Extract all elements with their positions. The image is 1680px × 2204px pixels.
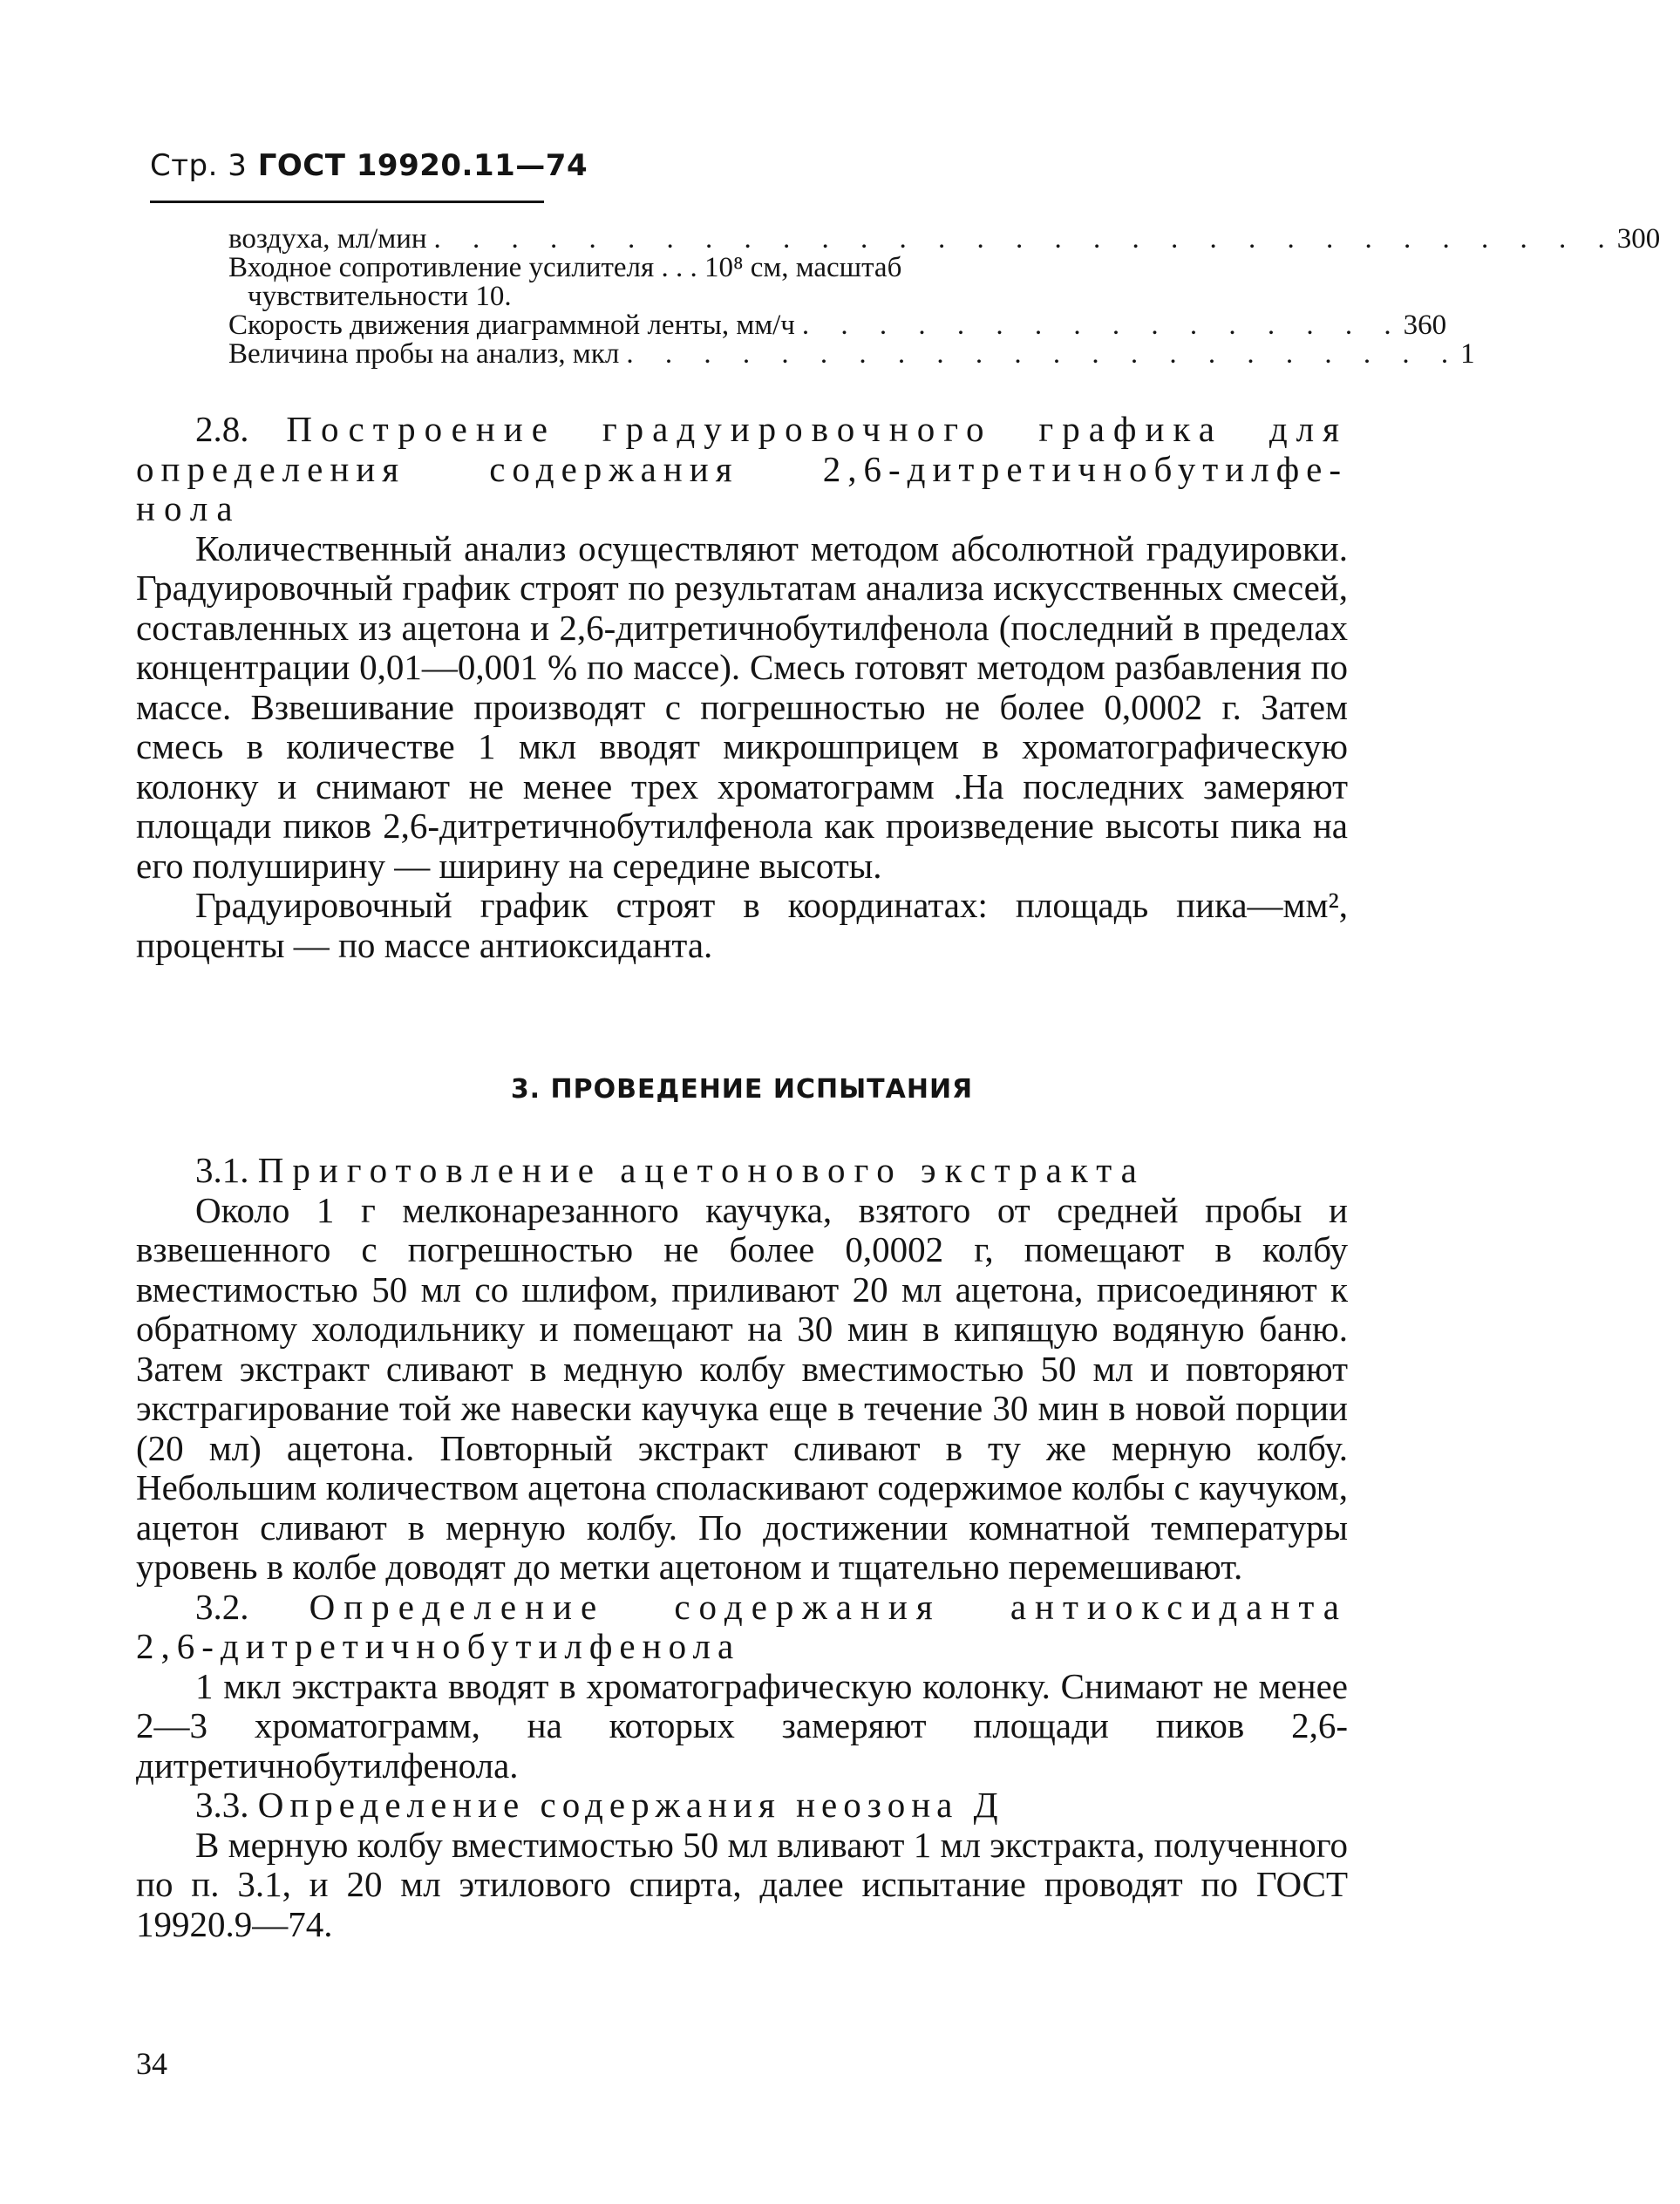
page-header [150,148,588,183]
parameters-list [228,223,1661,370]
leader-dots: . . . . . . . . . . . . . . . . [801,310,1404,341]
section-title-line: Определение содержания антиоксиданта [309,1586,1349,1627]
param-row [228,223,1661,255]
page-number: 34 [136,2046,167,2081]
header-underline [150,201,544,203]
section-number: 2.8. [195,409,249,449]
param-value: 1 [1460,338,1475,370]
section-2-8 [136,410,1348,965]
param-value: 300 [1616,223,1661,255]
body-paragraph: Градуировочный график строят в координатах: площадь пика—мм², проценты — по массе антиоксиданта. [136,885,1348,965]
section-3 [136,1151,1348,1944]
section-title-line: определения содержания 2,6-дитретичнобутилфе- [136,448,1348,489]
section-heading [136,1588,1348,1628]
param-row [228,338,1475,370]
param-value: 360 [1403,310,1447,341]
leader-dots: . . . . . . . . . . . . . . . . . . . . . . . . . . . . . . . [433,223,1617,255]
section-number: 3.3. [195,1785,249,1825]
section-number: 3.1. [195,1150,249,1190]
section-title-line: Построение градуировочного графика для [286,409,1349,449]
standard-number: ГОСТ 19920.11—74 [257,148,588,183]
param-label: Скорость движения диаграммной ленты, мм/ч [228,310,795,341]
param-label: воздуха, мл/мин [228,223,427,255]
param-label: Входное сопротивление усилителя . . . 10⁸ см, масштаб [228,252,902,283]
section-title-line: нола [136,488,241,528]
section-heading [136,1786,1348,1826]
body-paragraph: В мерную колбу вместимостью 50 мл вливают 1 мл экстракта, полученного по п. 3.1, и 20 мл этилового спирта, далее испытание проводят по ГОСТ 19920.9—74. [136,1824,1348,1944]
body-paragraph: Около 1 г мелконарезанного каучука, взятого от средней пробы и взвешенного с погрешностью не более 0,0002 г, помещают в колбу вместимостью 50 мл со шлифом, приливают 20 мл ацетона, присоединяют к обратному холодильнику и помещают на 30 мин в кипящую водяную баню. Затем экстракт сливают в медную колбу вместимостью 50 мл и повторяют экстрагирование той же навески каучука еще в течение 30 мин в новой порции (20 мл) ацетона. Повторный экстракт сливают в ту же мерную колбу. Небольшим количеством ацетона споласкивают содержимое колбы с каучуком, ацетон сливают в мерную колбу. По достижении комнатной температуры уровень в колбе доводят до метки ацетоном и тщательно перемешивают. [136,1189,1348,1587]
param-row [228,310,1447,341]
page-ref: Стр. 3 [150,148,248,183]
leader-dots: . . . . . . . . . . . . . . . . . . . . . . [626,338,1461,370]
section-title: 3. ПРОВЕДЕНИЕ ИСПЫТАНИЯ [510,1074,974,1105]
param-continuation: чувствительности 10. [248,281,512,312]
section-heading [136,1151,1348,1191]
section-number: 3.2. [195,1586,249,1627]
section-title-line: Приготовление ацетонового экстракта [257,1150,1146,1190]
body-paragraph: 1 мкл экстракта вводят в хроматографическую колонку. Снимают не менее 2—3 хроматограмм, на которых замеряют площади пиков 2,6-дитретичнобутилфенола. [136,1665,1348,1786]
param-label: Величина пробы на анализ, мкл [228,338,620,370]
section-title-line: 2,6-дитретичнобутилфенола [136,1626,741,1666]
param-row [228,254,1170,282]
body-paragraph: Количественный анализ осуществляют методом абсолютной градуировки. Градуировочный график строят по результатам анализа искусственных смесей, составленных из ацетона и 2,6-дитретичнобутилфенола (последний в пределах концентрации 0,01—0,001 % по массе). Смесь готовят методом разбавления по массе. Взвешивание производят с погрешностью не более 0,0002 г. Затем смесь в количестве 1 мкл вводят микрошприцем в хроматографическую колонку и снимают не менее трех хроматограмм .На последних замеряют площади пиков 2,6-дитретичнобутилфенола как произведение высоты пика на его полуширину — ширину на середине высоты. [136,527,1348,886]
section-heading [136,410,1348,450]
section-title-line: Определение содержания неозона Д [257,1785,1004,1825]
